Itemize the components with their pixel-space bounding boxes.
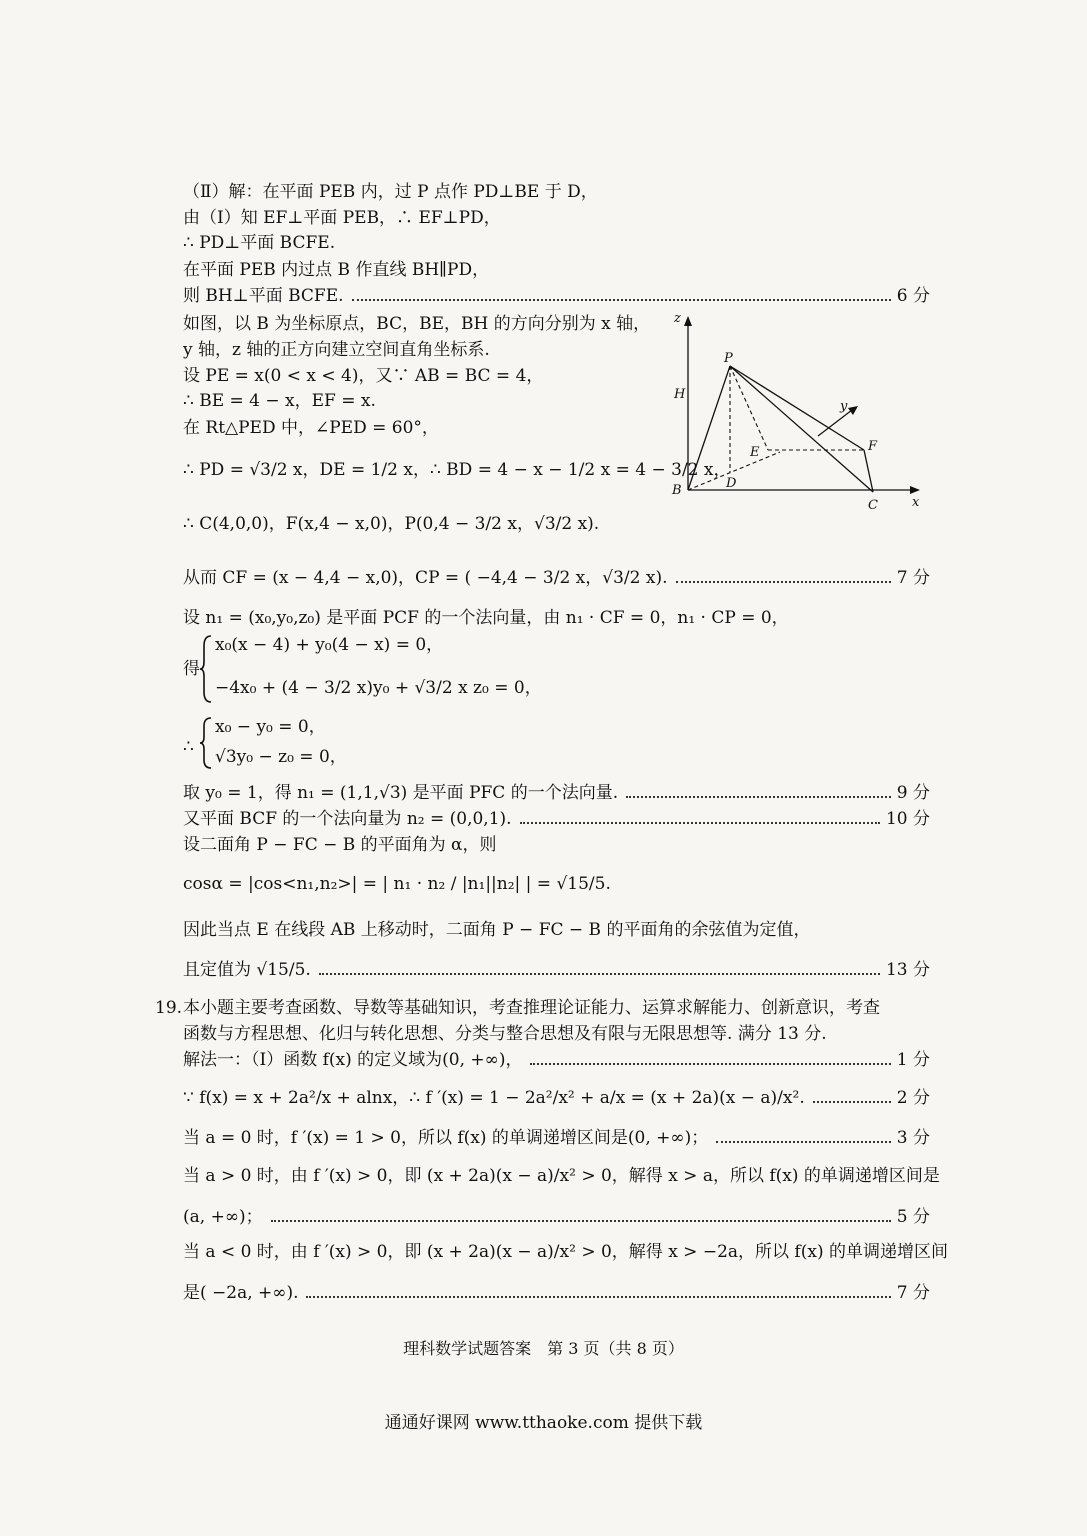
leader-dots — [813, 1101, 891, 1103]
text-line-with-score — [183, 1084, 930, 1112]
edge-PC — [730, 366, 873, 492]
text-line-with-score — [183, 1126, 930, 1150]
label-C: C — [868, 498, 878, 513]
text-line: ∴ PD⊥平面 BCFE. — [183, 233, 336, 253]
page-footer: 理科数学试题答案 第 3 页（共 8 页） — [403, 1339, 684, 1358]
line-text: 当 a = 0 时，f ′(x) = 1 > 0，所以 f(x) 的单调递增区间是(0, +∞)； — [183, 1128, 709, 1148]
x-axis-arrow — [910, 486, 920, 494]
text-line-with-score — [183, 284, 930, 308]
label-F: F — [868, 439, 878, 454]
text-line: 设 n₁ = (x₀,y₀,z₀) 是平面 PCF 的一个法向量，由 n₁ · CF = 0，n₁ · CP = 0， — [183, 608, 789, 628]
text-line-with-score — [183, 956, 930, 984]
text-line-with-score — [183, 1281, 930, 1305]
label-y: y — [840, 399, 848, 414]
score: 2 分 — [896, 1088, 930, 1108]
score: 1 分 — [896, 1050, 930, 1070]
text-line: 设 PE = x(0 < x < 4)，又∵ AB = BC = 4， — [183, 366, 544, 386]
leader-dots — [352, 299, 891, 301]
line-text: (a, +∞)； — [183, 1207, 263, 1227]
y-axis-arrow — [848, 406, 858, 415]
label-x: x — [912, 495, 920, 510]
text-line: 本小题主要考查函数、导数等基础知识，考查推理论证能力、运算求解能力、创新意识，考查 — [183, 998, 880, 1018]
brace — [199, 716, 213, 770]
text-line: 当 a < 0 时，由 f ′(x) > 0，即 (x + 2a)(x − a)/x² > 0，解得 x > −2a，所以 f(x) 的单调递增区间 — [183, 1242, 948, 1262]
text-line-with-score — [183, 1205, 930, 1229]
text-line-with-score — [183, 564, 930, 592]
source-credit: 通通好课网 www.tthaoke.com 提供下载 — [384, 1413, 703, 1433]
text-line-with-score — [183, 781, 930, 805]
score: 7 分 — [896, 568, 930, 588]
score: 9 分 — [896, 783, 930, 803]
edge-BP — [688, 366, 730, 490]
text-line: 当 a > 0 时，由 f ′(x) > 0，即 (x + 2a)(x − a)/x² > 0，解得 x > a，所以 f(x) 的单调递增区间是 — [183, 1166, 940, 1186]
leader-dots — [520, 822, 880, 824]
brace — [199, 634, 213, 704]
equation: −4x₀ + (4 − 3/2 x)y₀ + √3/2 x z₀ = 0， — [215, 678, 542, 698]
label-E: E — [750, 445, 760, 460]
leader-dots — [676, 581, 891, 583]
line-text: 从而 CF = (x − 4,4 − x,0)，CP = ( −4,4 − 3/2 x，√3/2 x). — [183, 568, 668, 588]
equation: √3y₀ − z₀ = 0， — [215, 747, 347, 767]
text-line: 设二面角 P − FC − B 的平面角为 α，则 — [183, 835, 497, 855]
system-prefix: 得 — [183, 659, 200, 679]
label-D: D — [726, 476, 737, 491]
line-text: 解法一：（Ⅰ）函数 f(x) 的定义域为(0, +∞)， — [183, 1050, 523, 1070]
text-line: 在平面 PEB 内过点 B 作直线 BH∥PD， — [183, 260, 490, 280]
text-line: 因此当点 E 在线段 AB 上移动时，二面角 P − FC − B 的平面角的余弦值为定值， — [183, 920, 811, 940]
text-line: （Ⅱ）解：在平面 PEB 内，过 P 点作 PD⊥BE 于 D， — [183, 182, 598, 202]
score: 7 分 — [896, 1283, 930, 1303]
line-text: 是( −2a, +∞). — [183, 1283, 299, 1303]
text-line: y 轴，z 轴的正方向建立空间直角坐标系. — [183, 340, 490, 360]
label-B: B — [672, 483, 682, 498]
text-line: 在 Rt△PED 中，∠PED = 60°， — [183, 418, 439, 438]
text-line-with-score — [183, 807, 930, 831]
coordinate-figure — [668, 312, 938, 517]
leader-dots — [319, 973, 880, 975]
line-text: 取 y₀ = 1，得 n₁ = (1,1,√3) 是平面 PFC 的一个法向量. — [183, 783, 619, 803]
line-text: 又平面 BCF 的一个法向量为 n₂ = (0,0,1). — [183, 809, 512, 829]
z-axis-arrow — [684, 316, 692, 326]
leader-dots — [530, 1063, 890, 1065]
score: 5 分 — [896, 1207, 930, 1227]
system-prefix: ∴ — [183, 737, 194, 757]
label-P: P — [724, 351, 733, 366]
label-z: z — [674, 312, 681, 326]
text-line: 如图，以 B 为坐标原点，BC，BE，BH 的方向分别为 x 轴， — [183, 314, 651, 334]
line-text: 且定值为 √15/5. — [183, 960, 311, 980]
text-line: 由（Ⅰ）知 EF⊥平面 PEB，∴ EF⊥PD， — [183, 208, 501, 228]
question-number: 19. — [155, 998, 183, 1018]
text-line: 函数与方程思想、化归与转化思想、分类与整合思想及有限与无限思想等. 满分 13 分. — [183, 1024, 827, 1044]
line-text: ∵ f(x) = x + 2a²/x + alnx，∴ f ′(x) = 1 − 2a²/x² + a/x = (x + 2a)(x − a)/x². — [183, 1088, 805, 1108]
score: 6 分 — [896, 286, 930, 306]
text-line: ∴ C(4,0,0)，F(x,4 − x,0)，P(0,4 − 3/2 x，√3/2 x). — [183, 514, 600, 534]
line-text: 则 BH⊥平面 BCFE. — [183, 286, 344, 306]
leader-dots — [626, 796, 891, 798]
score: 3 分 — [896, 1128, 930, 1148]
score: 13 分 — [885, 960, 930, 980]
score: 10 分 — [885, 809, 930, 829]
label-H: H — [674, 387, 686, 402]
equation: x₀(x − 4) + y₀(4 − x) = 0， — [215, 635, 444, 655]
text-line-with-score — [183, 1048, 930, 1072]
text-line: ∴ PD = √3/2 x，DE = 1/2 x，∴ BD = 4 − x − 1/2 x = 4 − 3/2 x， — [183, 460, 731, 480]
leader-dots — [271, 1220, 891, 1222]
text-line: cosα = |cos<n₁,n₂>| = | n₁ · n₂ / |n₁||n₂| | = √15/5. — [183, 874, 611, 894]
leader-dots — [306, 1296, 890, 1298]
equation: x₀ − y₀ = 0， — [215, 717, 326, 737]
leader-dots — [716, 1141, 891, 1143]
text-line: ∴ BE = 4 − x，EF = x. — [183, 391, 376, 411]
